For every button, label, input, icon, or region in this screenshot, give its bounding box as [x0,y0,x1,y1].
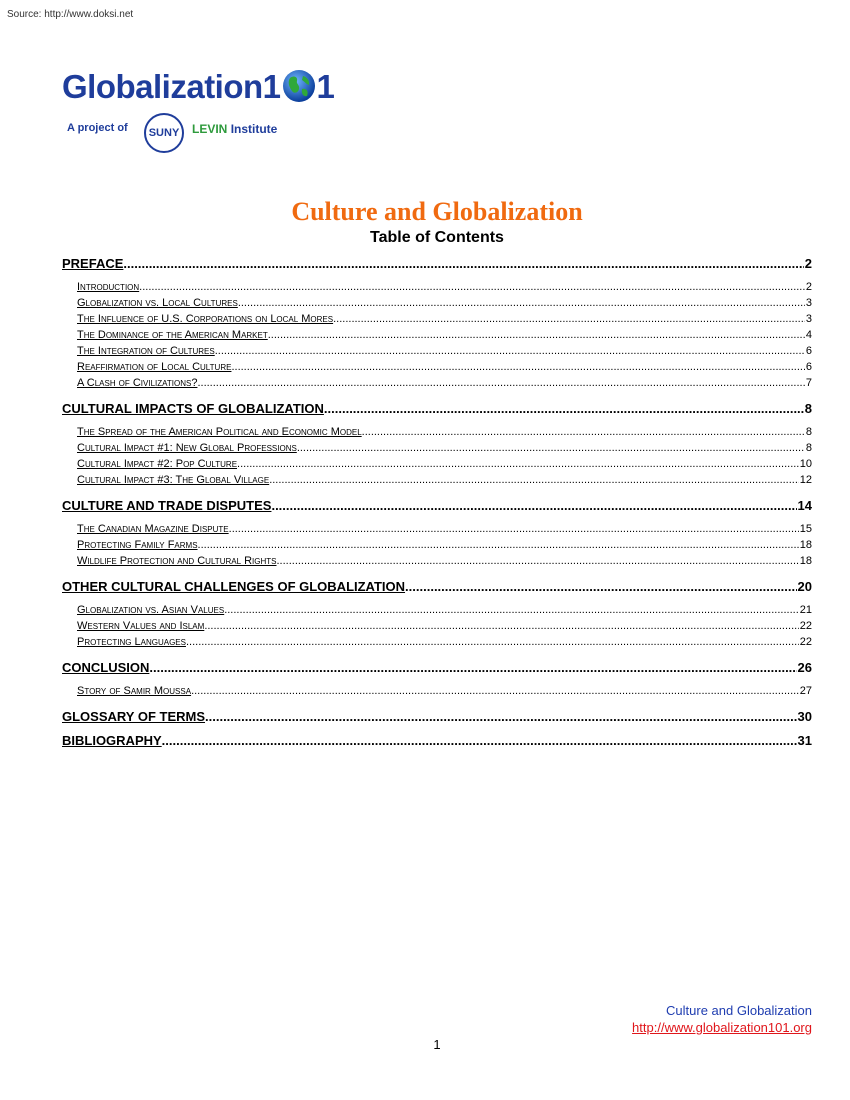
toc-entry-link[interactable]: The Integration of Cultures [77,345,215,357]
toc-entry-link[interactable]: Introduction [77,281,140,293]
toc-entry-link[interactable]: A Clash of Civilizations? [77,377,198,389]
toc-page-number: 20 [797,579,812,594]
toc-page-number: 22 [799,620,812,632]
toc-leader-dots [271,498,796,513]
toc-page-number: 12 [799,474,812,486]
toc-entry-row[interactable] [62,474,812,490]
toc-entry-row[interactable] [62,636,812,652]
toc-leader-dots [224,604,799,616]
toc-entry-link[interactable]: Wildlife Protection and Cultural Rights [77,555,277,567]
toc-entry-link[interactable]: Protecting Languages [77,636,186,648]
toc-leader-dots [204,620,798,632]
toc-leader-dots [276,555,798,567]
toc-entry-link[interactable]: Cultural Impact #3: The Global Village [77,474,270,486]
toc-entry-row[interactable] [62,523,812,539]
globalization101-logo [62,60,402,160]
toc-page-number: 8 [804,401,812,416]
toc-section-row[interactable] [62,498,812,514]
toc-page-number: 18 [799,555,812,567]
toc-section-link[interactable]: PREFACE [62,256,124,271]
toc-entry-row[interactable] [62,604,812,620]
logo-digit-one: 1 [262,68,281,105]
toc-leader-dots [215,345,805,357]
toc-leader-dots [162,733,797,748]
toc-entry-link[interactable]: Story of Samir Moussa [77,685,192,697]
toc-page-number: 10 [799,458,812,470]
toc-section-row[interactable] [62,401,812,417]
toc-entry-row[interactable] [62,539,812,555]
toc-heading: Table of Contents [370,229,504,246]
toc-leader-dots [268,329,805,341]
toc-entry-link[interactable]: The Influence of U.S. Corporations on Local Mores [77,313,334,325]
toc-entry-row[interactable] [62,442,812,458]
toc-page-number: 6 [805,361,812,373]
toc-entry-link[interactable]: Globalization vs. Asian Values [77,604,225,616]
toc-entry-row[interactable] [62,458,812,474]
toc-leader-dots [333,313,805,325]
toc-leader-dots [324,401,804,416]
toc-page-number: 21 [799,604,812,616]
toc-section-row[interactable] [62,256,812,272]
toc-leader-dots [139,281,805,293]
document-title: Culture and Globalization [291,197,583,226]
toc-entry-row[interactable] [62,281,812,297]
toc-leader-dots [205,709,797,724]
toc-entry-link[interactable]: The Canadian Magazine Dispute [77,523,229,535]
toc-page-number: 3 [805,297,812,309]
toc-page-number: 8 [805,442,812,454]
toc-page-number: 26 [797,660,812,675]
toc-entry-row[interactable] [62,377,812,393]
logo-levin: LEVIN [192,122,228,136]
toc-page-number: 4 [805,329,812,341]
toc-entry-link[interactable]: Western Values and Islam [77,620,205,632]
toc-page-number: 22 [799,636,812,648]
logo-word: Globalization [62,68,263,105]
toc-section-row[interactable] [62,579,812,595]
toc-entry-row[interactable] [62,313,812,329]
toc-leader-dots [231,361,804,373]
toc-entry-row[interactable] [62,426,812,442]
toc-leader-dots [237,458,799,470]
toc-entry-row[interactable] [62,345,812,361]
toc-page-number: 3 [805,313,812,325]
table-of-contents [62,256,812,749]
toc-entry-link[interactable]: Protecting Family Farms [77,539,198,551]
toc-entry-link[interactable]: Cultural Impact #2: Pop Culture [77,458,238,470]
toc-entry-row[interactable] [62,297,812,313]
toc-entry-row[interactable] [62,620,812,636]
footer-url-link[interactable]: http://www.globalization101.org [632,1020,812,1035]
toc-page-number: 31 [797,733,812,748]
footer-title: Culture and Globalization [666,1003,812,1018]
toc-section-row[interactable] [62,709,812,725]
toc-section-link[interactable]: OTHER CULTURAL CHALLENGES OF GLOBALIZATION [62,579,406,594]
toc-entry-row[interactable] [62,685,812,701]
toc-leader-dots [297,442,805,454]
logo-digit-last: 1 [316,68,335,105]
toc-section-row[interactable] [62,733,812,749]
toc-page-number: 2 [804,256,812,271]
toc-entry-link[interactable]: The Dominance of the American Market [77,329,268,341]
logo-project-of: A project of [67,122,128,134]
toc-section-link[interactable]: CULTURE AND TRADE DISPUTES [62,498,272,513]
toc-section-link[interactable]: CONCLUSION [62,660,150,675]
toc-leader-dots [197,377,804,389]
toc-entry-link[interactable]: The Spread of the American Political and Economic Model [77,426,362,438]
toc-page-number: 27 [799,685,812,697]
toc-leader-dots [229,523,799,535]
logo-wordmark [62,68,334,106]
logo-levin-institute [192,122,277,136]
toc-leader-dots [362,426,805,438]
toc-section-link[interactable]: CULTURAL IMPACTS OF GLOBALIZATION [62,401,324,416]
toc-page-number: 30 [797,709,812,724]
toc-entry-row[interactable] [62,555,812,571]
toc-leader-dots [191,685,799,697]
toc-page-number: 7 [805,377,812,389]
toc-page-number: 6 [805,345,812,357]
toc-page-number: 2 [805,281,812,293]
toc-entry-row[interactable] [62,329,812,345]
toc-section-row[interactable] [62,660,812,676]
toc-entry-link[interactable]: Reaffirmation of Local Culture [77,361,232,373]
toc-leader-dots [269,474,799,486]
toc-leader-dots [198,539,799,551]
toc-leader-dots [238,297,805,309]
page-number: 1 [433,1037,441,1052]
toc-entry-link[interactable]: Globalization vs. Local Cultures [77,297,238,309]
source-note: Source: http://www.doksi.net [7,9,134,20]
logo-institute: Institute [230,122,278,136]
toc-leader-dots [405,579,796,594]
toc-leader-dots [149,660,796,675]
toc-leader-dots [186,636,799,648]
toc-section-link[interactable]: GLOSSARY OF TERMS [62,709,206,724]
toc-page-number: 14 [797,498,812,513]
toc-entry-link[interactable]: Cultural Impact #1: New Global Professions [77,442,297,454]
suny-badge: SUNY [144,113,184,153]
toc-page-number: 18 [799,539,812,551]
toc-page-number: 8 [805,426,812,438]
globe-icon [282,69,316,103]
toc-page-number: 15 [799,523,812,535]
toc-section-link[interactable]: BIBLIOGRAPHY [62,733,162,748]
toc-leader-dots [123,256,803,271]
toc-entry-row[interactable] [62,361,812,377]
